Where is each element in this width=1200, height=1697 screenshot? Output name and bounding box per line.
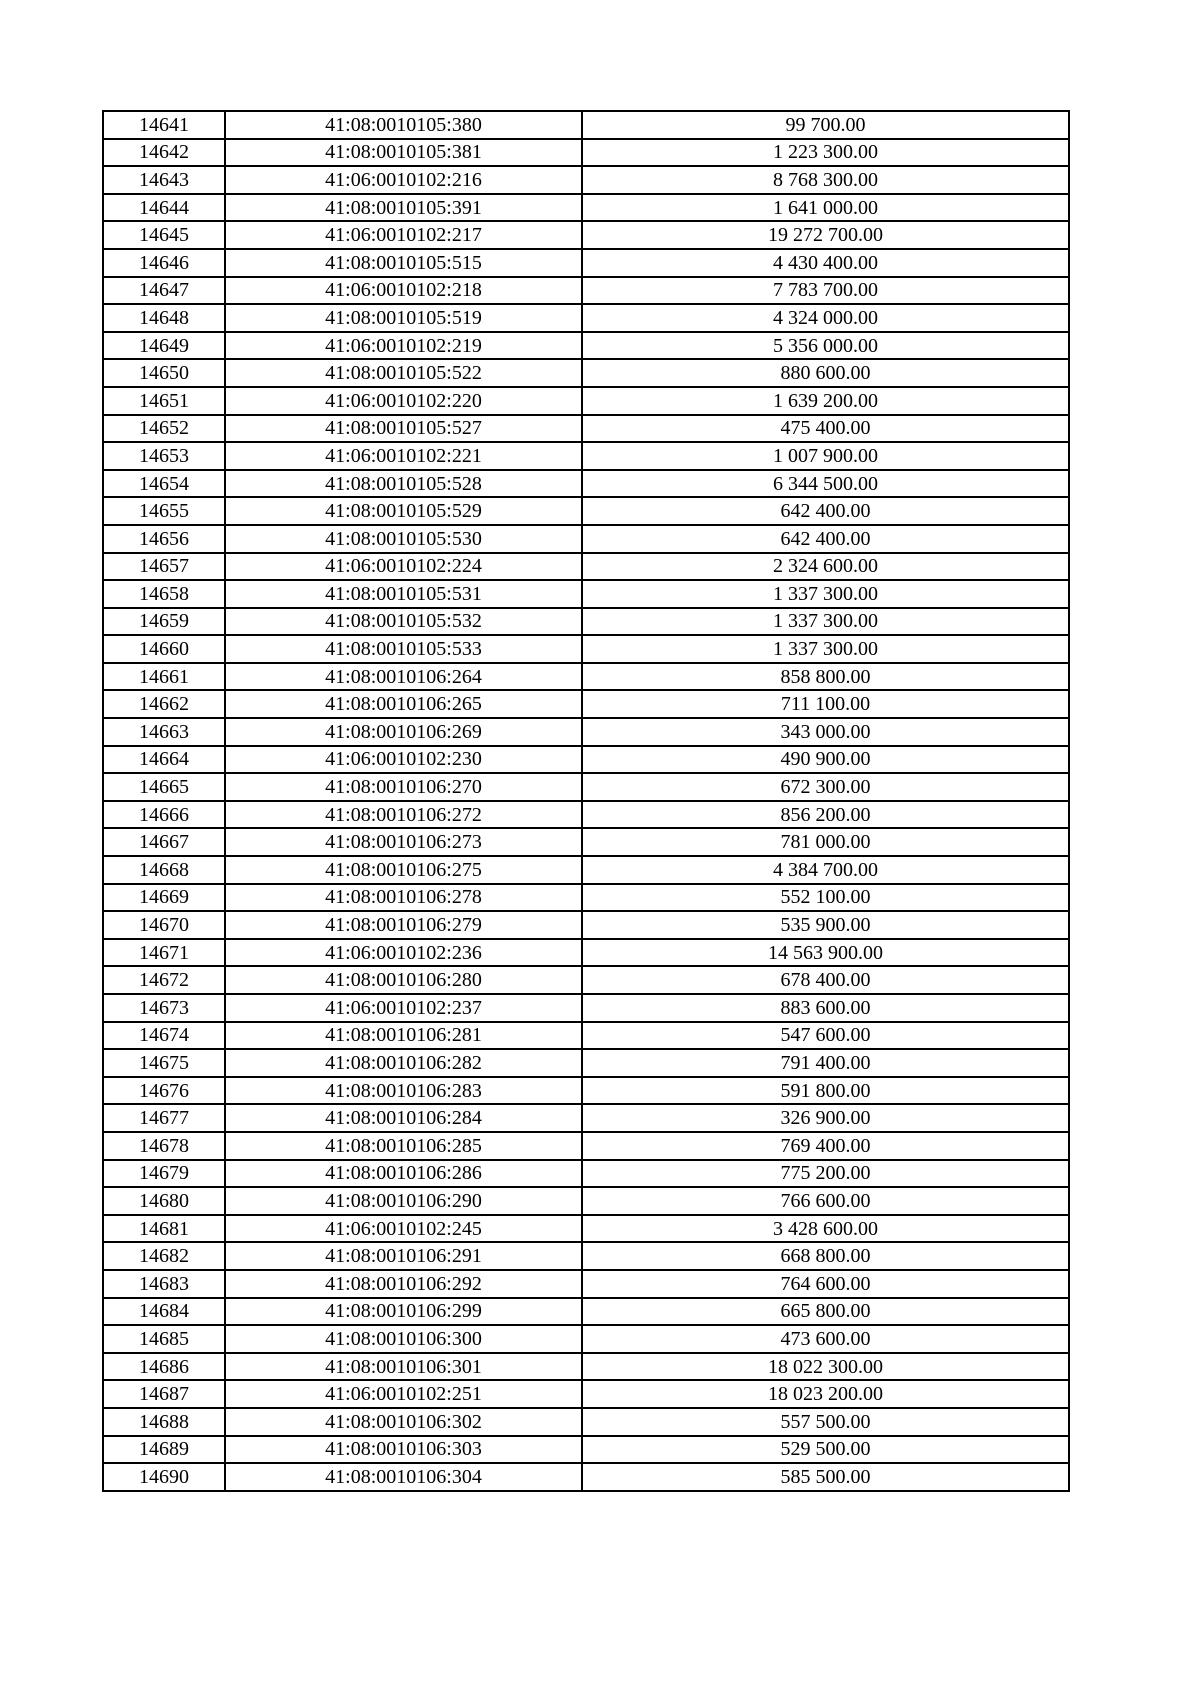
row-number-cell: 14660 — [103, 635, 225, 663]
table-body — [103, 111, 1069, 1491]
cadastral-value-cell: 343 000.00 — [582, 718, 1069, 746]
row-number-cell: 14685 — [103, 1325, 225, 1353]
cadastral-value-cell: 99 700.00 — [582, 111, 1069, 139]
cadastral-number-cell: 41:08:0010106:264 — [225, 663, 582, 691]
row-number-cell: 14666 — [103, 801, 225, 829]
table-row — [103, 1353, 1069, 1381]
table-row — [103, 194, 1069, 222]
row-number-cell: 14654 — [103, 470, 225, 498]
cadastral-value-cell: 665 800.00 — [582, 1298, 1069, 1326]
table-row — [103, 1160, 1069, 1188]
table-row — [103, 415, 1069, 443]
cadastral-number-cell: 41:08:0010105:530 — [225, 525, 582, 553]
row-number-cell: 14655 — [103, 497, 225, 525]
cadastral-number-cell: 41:06:0010102:230 — [225, 746, 582, 774]
row-number-cell: 14647 — [103, 277, 225, 305]
table-row — [103, 746, 1069, 774]
cadastral-value-cell: 4 384 700.00 — [582, 856, 1069, 884]
table-row — [103, 663, 1069, 691]
cadastral-value-cell: 547 600.00 — [582, 1022, 1069, 1050]
cadastral-number-cell: 41:08:0010105:522 — [225, 359, 582, 387]
table-row — [103, 525, 1069, 553]
table-row — [103, 884, 1069, 912]
cadastral-number-cell: 41:08:0010106:290 — [225, 1187, 582, 1215]
cadastral-value-cell: 764 600.00 — [582, 1270, 1069, 1298]
row-number-cell: 14670 — [103, 911, 225, 939]
cadastral-value-cell: 766 600.00 — [582, 1187, 1069, 1215]
table-row — [103, 166, 1069, 194]
table-row — [103, 580, 1069, 608]
row-number-cell: 14644 — [103, 194, 225, 222]
row-number-cell: 14661 — [103, 663, 225, 691]
cadastral-value-cell: 1 337 300.00 — [582, 608, 1069, 636]
cadastral-value-cell: 3 428 600.00 — [582, 1215, 1069, 1243]
table-row — [103, 1049, 1069, 1077]
cadastral-number-cell: 41:08:0010106:269 — [225, 718, 582, 746]
row-number-cell: 14657 — [103, 553, 225, 581]
cadastral-value-cell: 4 324 000.00 — [582, 304, 1069, 332]
cadastral-number-cell: 41:08:0010106:282 — [225, 1049, 582, 1077]
cadastral-value-cell: 7 783 700.00 — [582, 277, 1069, 305]
cadastral-value-cell: 326 900.00 — [582, 1104, 1069, 1132]
table-row — [103, 1298, 1069, 1326]
cadastral-number-cell: 41:06:0010102:245 — [225, 1215, 582, 1243]
cadastral-number-cell: 41:08:0010106:301 — [225, 1353, 582, 1381]
cadastral-number-cell: 41:08:0010106:270 — [225, 773, 582, 801]
cadastral-number-cell: 41:08:0010106:284 — [225, 1104, 582, 1132]
cadastral-value-cell: 18 022 300.00 — [582, 1353, 1069, 1381]
table-row — [103, 608, 1069, 636]
row-number-cell: 14684 — [103, 1298, 225, 1326]
table-row — [103, 1270, 1069, 1298]
row-number-cell: 14664 — [103, 746, 225, 774]
row-number-cell: 14656 — [103, 525, 225, 553]
row-number-cell: 14651 — [103, 387, 225, 415]
table-row — [103, 635, 1069, 663]
cadastral-value-cell: 791 400.00 — [582, 1049, 1069, 1077]
row-number-cell: 14672 — [103, 966, 225, 994]
table-row — [103, 1022, 1069, 1050]
table-row — [103, 249, 1069, 277]
row-number-cell: 14689 — [103, 1436, 225, 1464]
cadastral-value-cell: 2 324 600.00 — [582, 553, 1069, 581]
cadastral-number-cell: 41:08:0010105:391 — [225, 194, 582, 222]
row-number-cell: 14648 — [103, 304, 225, 332]
cadastral-value-cell: 1 223 300.00 — [582, 139, 1069, 167]
table-row — [103, 1408, 1069, 1436]
row-number-cell: 14663 — [103, 718, 225, 746]
cadastral-value-cell: 6 344 500.00 — [582, 470, 1069, 498]
cadastral-number-cell: 41:08:0010105:533 — [225, 635, 582, 663]
cadastral-number-cell: 41:08:0010106:265 — [225, 690, 582, 718]
row-number-cell: 14667 — [103, 828, 225, 856]
row-number-cell: 14675 — [103, 1049, 225, 1077]
cadastral-number-cell: 41:08:0010106:292 — [225, 1270, 582, 1298]
cadastral-number-cell: 41:06:0010102:216 — [225, 166, 582, 194]
cadastral-number-cell: 41:08:0010105:527 — [225, 415, 582, 443]
cadastral-value-cell: 18 023 200.00 — [582, 1380, 1069, 1408]
cadastral-value-cell: 473 600.00 — [582, 1325, 1069, 1353]
table-row — [103, 470, 1069, 498]
cadastral-number-cell: 41:08:0010105:380 — [225, 111, 582, 139]
row-number-cell: 14676 — [103, 1077, 225, 1105]
table-row — [103, 1132, 1069, 1160]
table-row — [103, 1242, 1069, 1270]
cadastral-value-cell: 883 600.00 — [582, 994, 1069, 1022]
cadastral-value-cell: 642 400.00 — [582, 525, 1069, 553]
row-number-cell: 14649 — [103, 332, 225, 360]
cadastral-number-cell: 41:08:0010106:281 — [225, 1022, 582, 1050]
cadastral-value-cell: 769 400.00 — [582, 1132, 1069, 1160]
table-row — [103, 497, 1069, 525]
cadastral-value-cell: 775 200.00 — [582, 1160, 1069, 1188]
cadastral-number-cell: 41:08:0010106:272 — [225, 801, 582, 829]
cadastral-number-cell: 41:08:0010106:299 — [225, 1298, 582, 1326]
cadastral-number-cell: 41:06:0010102:219 — [225, 332, 582, 360]
cadastral-value-cell: 1 337 300.00 — [582, 580, 1069, 608]
row-number-cell: 14687 — [103, 1380, 225, 1408]
table-row — [103, 304, 1069, 332]
table-row — [103, 553, 1069, 581]
cadastral-value-cell: 642 400.00 — [582, 497, 1069, 525]
cadastral-value-cell: 14 563 900.00 — [582, 939, 1069, 967]
table-row — [103, 1104, 1069, 1132]
table-row — [103, 359, 1069, 387]
cadastral-number-cell: 41:06:0010102:218 — [225, 277, 582, 305]
cadastral-value-cell: 1 639 200.00 — [582, 387, 1069, 415]
cadastral-value-cell: 591 800.00 — [582, 1077, 1069, 1105]
cadastral-value-cell: 557 500.00 — [582, 1408, 1069, 1436]
cadastral-number-cell: 41:08:0010106:303 — [225, 1436, 582, 1464]
table-row — [103, 1380, 1069, 1408]
table-row — [103, 718, 1069, 746]
table-row — [103, 139, 1069, 167]
row-number-cell: 14669 — [103, 884, 225, 912]
row-number-cell: 14646 — [103, 249, 225, 277]
cadastral-value-cell: 5 356 000.00 — [582, 332, 1069, 360]
cadastral-value-cell: 858 800.00 — [582, 663, 1069, 691]
cadastral-number-cell: 41:08:0010105:381 — [225, 139, 582, 167]
row-number-cell: 14679 — [103, 1160, 225, 1188]
cadastral-value-cell: 1 641 000.00 — [582, 194, 1069, 222]
table-row — [103, 690, 1069, 718]
cadastral-number-cell: 41:06:0010102:224 — [225, 553, 582, 581]
row-number-cell: 14688 — [103, 1408, 225, 1436]
cadastral-value-cell: 711 100.00 — [582, 690, 1069, 718]
cadastral-number-cell: 41:08:0010106:278 — [225, 884, 582, 912]
row-number-cell: 14678 — [103, 1132, 225, 1160]
row-number-cell: 14658 — [103, 580, 225, 608]
cadastral-number-cell: 41:08:0010106:304 — [225, 1463, 582, 1491]
table-row — [103, 856, 1069, 884]
table-row — [103, 332, 1069, 360]
cadastral-number-cell: 41:06:0010102:221 — [225, 442, 582, 470]
row-number-cell: 14686 — [103, 1353, 225, 1381]
cadastral-value-cell: 529 500.00 — [582, 1436, 1069, 1464]
cadastral-number-cell: 41:08:0010106:286 — [225, 1160, 582, 1188]
row-number-cell: 14645 — [103, 221, 225, 249]
cadastral-number-cell: 41:08:0010105:515 — [225, 249, 582, 277]
cadastral-value-cell: 19 272 700.00 — [582, 221, 1069, 249]
cadastral-value-cell: 585 500.00 — [582, 1463, 1069, 1491]
table-row — [103, 387, 1069, 415]
cadastral-number-cell: 41:08:0010106:279 — [225, 911, 582, 939]
cadastral-number-cell: 41:08:0010106:302 — [225, 1408, 582, 1436]
cadastral-number-cell: 41:08:0010106:291 — [225, 1242, 582, 1270]
cadastral-value-table — [102, 110, 1070, 1492]
cadastral-value-cell: 678 400.00 — [582, 966, 1069, 994]
cadastral-number-cell: 41:08:0010105:519 — [225, 304, 582, 332]
cadastral-value-cell: 4 430 400.00 — [582, 249, 1069, 277]
row-number-cell: 14652 — [103, 415, 225, 443]
table-row — [103, 111, 1069, 139]
cadastral-value-cell: 552 100.00 — [582, 884, 1069, 912]
cadastral-value-cell: 535 900.00 — [582, 911, 1069, 939]
table-row — [103, 911, 1069, 939]
table-row — [103, 994, 1069, 1022]
cadastral-value-cell: 880 600.00 — [582, 359, 1069, 387]
row-number-cell: 14650 — [103, 359, 225, 387]
cadastral-number-cell: 41:06:0010102:217 — [225, 221, 582, 249]
row-number-cell: 14668 — [103, 856, 225, 884]
row-number-cell: 14671 — [103, 939, 225, 967]
cadastral-value-cell: 8 768 300.00 — [582, 166, 1069, 194]
row-number-cell: 14683 — [103, 1270, 225, 1298]
table-row — [103, 277, 1069, 305]
cadastral-value-cell: 856 200.00 — [582, 801, 1069, 829]
cadastral-number-cell: 41:08:0010105:532 — [225, 608, 582, 636]
cadastral-number-cell: 41:08:0010106:300 — [225, 1325, 582, 1353]
row-number-cell: 14641 — [103, 111, 225, 139]
table-row — [103, 1463, 1069, 1491]
row-number-cell: 14659 — [103, 608, 225, 636]
cadastral-number-cell: 41:06:0010102:237 — [225, 994, 582, 1022]
row-number-cell: 14674 — [103, 1022, 225, 1050]
table-row — [103, 221, 1069, 249]
cadastral-value-cell: 668 800.00 — [582, 1242, 1069, 1270]
cadastral-number-cell: 41:06:0010102:251 — [225, 1380, 582, 1408]
row-number-cell: 14677 — [103, 1104, 225, 1132]
cadastral-value-cell: 672 300.00 — [582, 773, 1069, 801]
row-number-cell: 14682 — [103, 1242, 225, 1270]
row-number-cell: 14653 — [103, 442, 225, 470]
cadastral-number-cell: 41:06:0010102:236 — [225, 939, 582, 967]
cadastral-number-cell: 41:08:0010106:285 — [225, 1132, 582, 1160]
table-row — [103, 939, 1069, 967]
cadastral-value-cell: 781 000.00 — [582, 828, 1069, 856]
row-number-cell: 14642 — [103, 139, 225, 167]
table-row — [103, 1077, 1069, 1105]
table-row — [103, 1215, 1069, 1243]
cadastral-number-cell: 41:08:0010105:528 — [225, 470, 582, 498]
table-row — [103, 1187, 1069, 1215]
cadastral-value-cell: 1 337 300.00 — [582, 635, 1069, 663]
row-number-cell: 14665 — [103, 773, 225, 801]
cadastral-number-cell: 41:08:0010106:283 — [225, 1077, 582, 1105]
row-number-cell: 14680 — [103, 1187, 225, 1215]
cadastral-number-cell: 41:08:0010106:273 — [225, 828, 582, 856]
table-row — [103, 1436, 1069, 1464]
table-row — [103, 801, 1069, 829]
cadastral-value-cell: 490 900.00 — [582, 746, 1069, 774]
table-row — [103, 966, 1069, 994]
cadastral-number-cell: 41:06:0010102:220 — [225, 387, 582, 415]
table-row — [103, 828, 1069, 856]
cadastral-value-cell: 475 400.00 — [582, 415, 1069, 443]
cadastral-number-cell: 41:08:0010106:280 — [225, 966, 582, 994]
row-number-cell: 14643 — [103, 166, 225, 194]
table-row — [103, 442, 1069, 470]
row-number-cell: 14662 — [103, 690, 225, 718]
row-number-cell: 14673 — [103, 994, 225, 1022]
row-number-cell: 14690 — [103, 1463, 225, 1491]
cadastral-number-cell: 41:08:0010106:275 — [225, 856, 582, 884]
cadastral-number-cell: 41:08:0010105:531 — [225, 580, 582, 608]
row-number-cell: 14681 — [103, 1215, 225, 1243]
table-row — [103, 773, 1069, 801]
table-row — [103, 1325, 1069, 1353]
cadastral-number-cell: 41:08:0010105:529 — [225, 497, 582, 525]
cadastral-value-cell: 1 007 900.00 — [582, 442, 1069, 470]
